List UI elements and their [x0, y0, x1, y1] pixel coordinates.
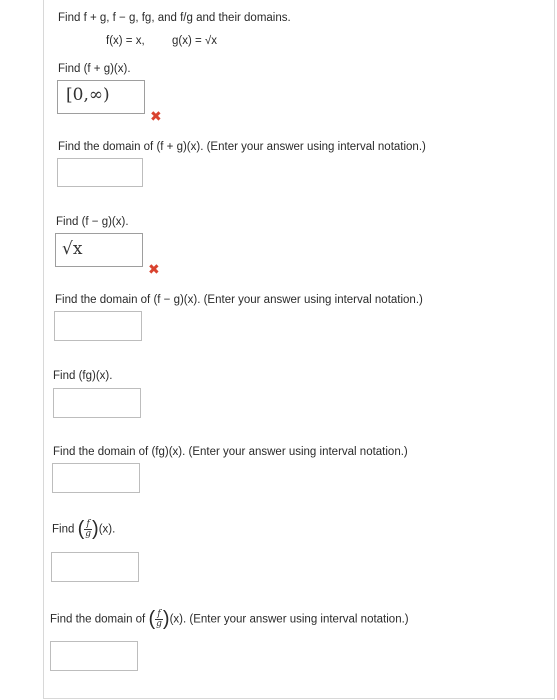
- answer-field-domain-f-plus-g[interactable]: [57, 158, 143, 187]
- fraction-f-over-g: [155, 610, 163, 629]
- fraction-numerator: f: [84, 520, 92, 530]
- answer-value: √x: [62, 239, 83, 259]
- answer-field-f-over-g[interactable]: [51, 552, 139, 582]
- answer-value: [0,∞): [66, 85, 110, 105]
- fraction-denominator: g: [156, 619, 162, 629]
- prompt-domain-f-over-g: [50, 608, 409, 631]
- prompt-domain-f-plus-g: Find the domain of (f + g)(x). (Enter your answer using interval notation.): [58, 141, 426, 153]
- left-paren: (: [77, 518, 85, 540]
- answer-field-domain-f-over-g[interactable]: [50, 641, 138, 671]
- answer-field-f-plus-g[interactable]: [57, 80, 145, 114]
- prompt-f-plus-g: Find (f + g)(x).: [58, 63, 131, 75]
- prompt-tail: (x). (Enter your answer using interval notation.): [169, 613, 409, 626]
- prompt-f-minus-g: Find (f − g)(x).: [56, 216, 129, 228]
- incorrect-x-icon: ✖: [150, 108, 162, 124]
- fraction-denominator: g: [85, 529, 92, 539]
- prompt-domain-fg: Find the domain of (fg)(x). (Enter your answer using interval notation.): [53, 446, 408, 458]
- answer-field-fg[interactable]: [53, 388, 141, 418]
- right-paren: ): [162, 608, 170, 630]
- right-paren: ): [92, 518, 99, 540]
- answer-field-f-minus-g[interactable]: [55, 233, 143, 267]
- prompt-prefix: Find the domain of: [50, 613, 146, 626]
- prompt-domain-f-minus-g: Find the domain of (f − g)(x). (Enter your answer using interval notation.): [55, 294, 423, 306]
- f-definition: f(x) = x,: [106, 35, 145, 47]
- prompt-fg: Find (fg)(x).: [53, 370, 113, 382]
- prompt-f-over-g: [52, 518, 115, 541]
- g-definition: g(x) = √x: [172, 35, 217, 47]
- answer-field-domain-f-minus-g[interactable]: [54, 311, 142, 341]
- prompt-tail: (x).: [98, 523, 116, 536]
- instruction-text: Find f + g, f − g, fg, and f/g and their domains.: [58, 12, 291, 24]
- fraction-numerator: f: [155, 610, 163, 620]
- fraction-f-over-g: [84, 520, 92, 539]
- answer-field-domain-fg[interactable]: [52, 463, 140, 493]
- incorrect-x-icon: ✖: [148, 261, 160, 277]
- prompt-find-label: Find: [52, 523, 75, 536]
- left-paren: (: [148, 608, 156, 630]
